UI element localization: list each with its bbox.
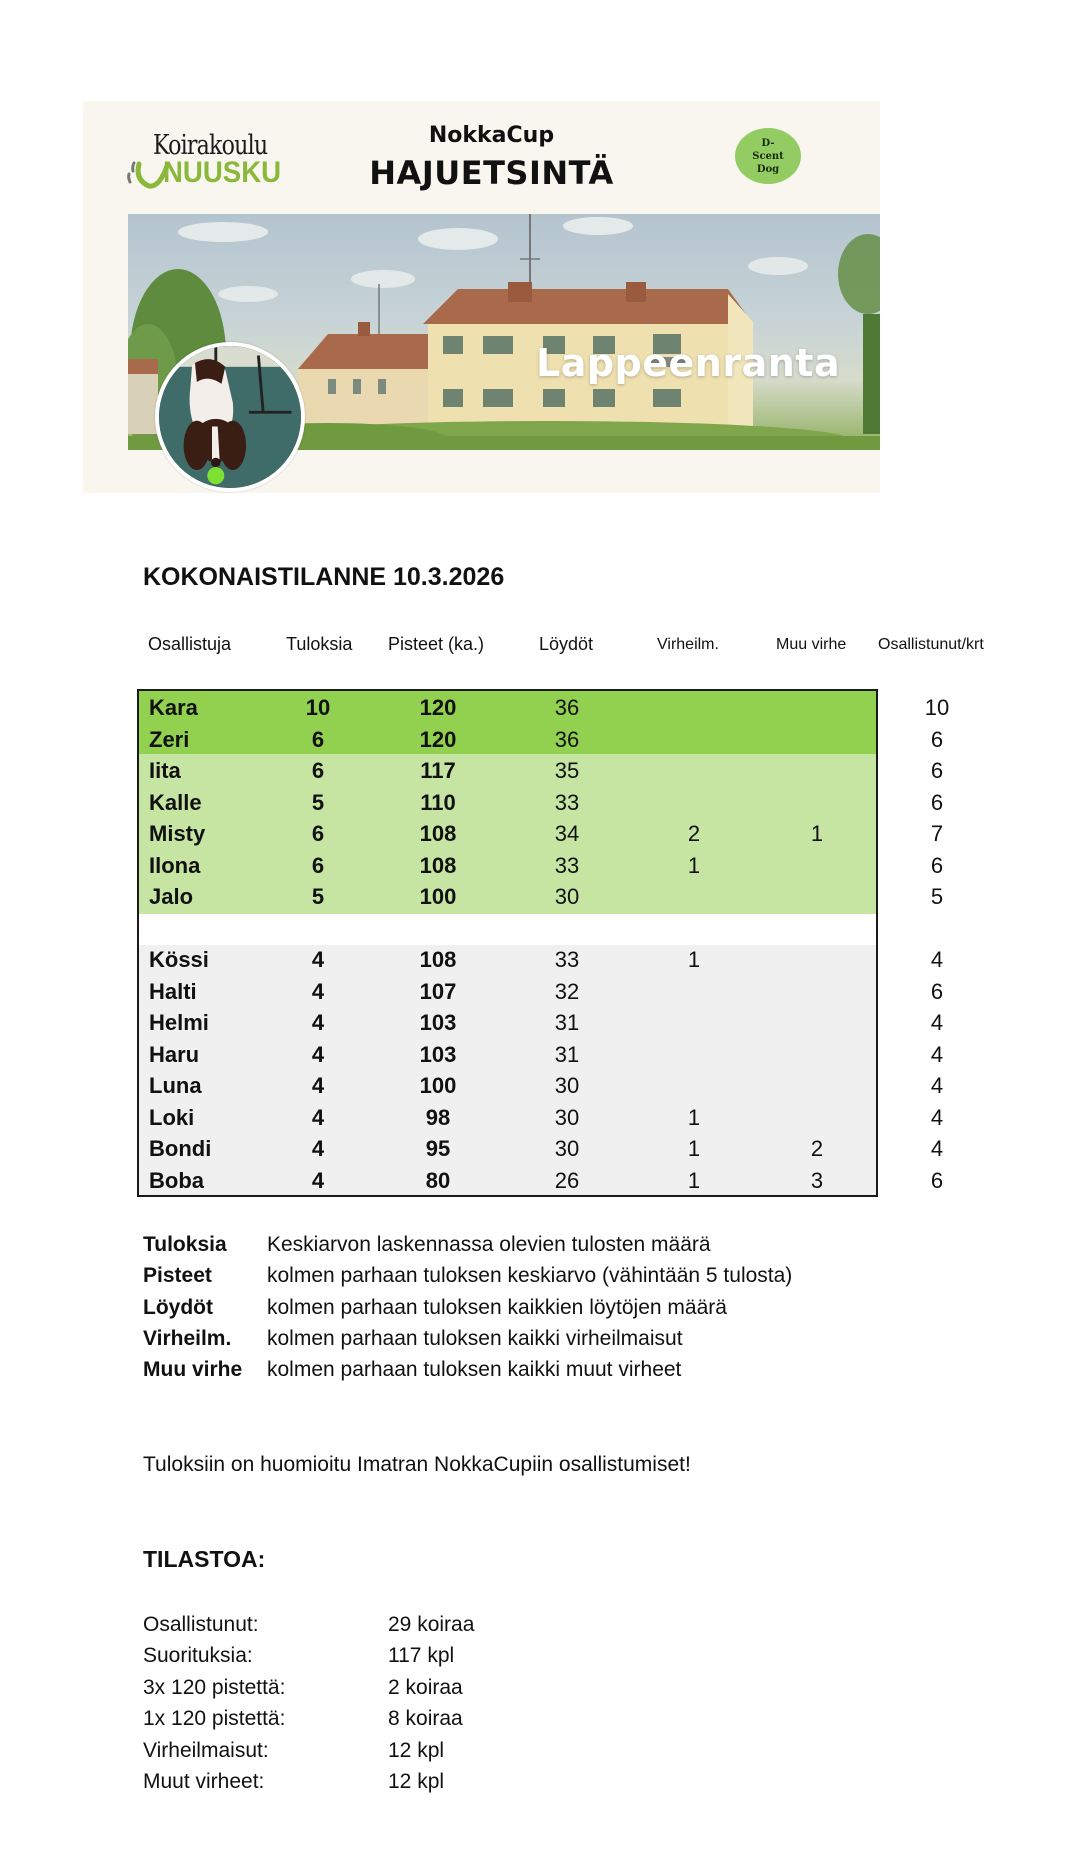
participation-count: 4	[930, 1041, 944, 1067]
table-row	[137, 1165, 1080, 1196]
note-text: Tuloksiin on huomioitu Imatran NokkaCupiin osallistumiset!	[143, 1453, 691, 1476]
results-count: 6	[311, 852, 325, 878]
points-average: 100	[419, 1073, 457, 1098]
column-header-osallistuja: Osallistuja	[148, 634, 232, 654]
event-banner	[83, 101, 880, 493]
results-count: 5	[311, 789, 325, 815]
finds-count: 33	[554, 852, 580, 878]
results-count: 4	[311, 1104, 325, 1130]
false-alerts: 1	[687, 1104, 701, 1130]
participation-count: 4	[930, 1010, 944, 1035]
participation-count: 4	[930, 1104, 944, 1130]
results-count: 4	[311, 1010, 325, 1035]
column-header-virheilm: Virheilm.	[657, 636, 719, 653]
results-count: 4	[311, 1136, 325, 1161]
finds-count: 33	[554, 947, 580, 972]
finds-count: 33	[554, 789, 580, 815]
standings-title: KOKONAISTILANNE 10.3.2026	[143, 563, 505, 591]
statistic-value: 12 kpl	[388, 1770, 445, 1793]
participation-count: 6	[930, 758, 944, 783]
points-average: 103	[419, 1041, 457, 1067]
false-alerts: 2	[687, 821, 701, 846]
points-average: 108	[419, 947, 457, 972]
participant-name: Haru	[149, 1041, 200, 1067]
results-count: 6	[311, 758, 325, 783]
definition-description: Keskiarvon laskennassa olevien tulosten määrä	[267, 1233, 711, 1256]
statistic-item	[143, 1609, 643, 1640]
table-row	[137, 1039, 1080, 1070]
column-header-loydot: Löydöt	[539, 634, 594, 654]
logo-text-bottom: NUUSKU	[163, 156, 282, 189]
table-row	[137, 692, 1080, 723]
participant-name: Misty	[149, 821, 206, 846]
table-row	[137, 1007, 1080, 1038]
badge-line: Dog	[756, 163, 780, 175]
statistic-value: 117 kpl	[388, 1644, 455, 1668]
participation-count: 4	[930, 1136, 944, 1161]
participation-count: 4	[930, 947, 944, 972]
finds-count: 32	[554, 978, 580, 1004]
finds-count: 30	[554, 1104, 580, 1130]
participation-count: 5	[930, 884, 944, 909]
results-count: 4	[311, 947, 325, 972]
table-row	[137, 724, 1080, 755]
statistic-label: 3x 120 pistettä:	[143, 1675, 286, 1699]
badge-line: D-	[761, 137, 775, 149]
statistics-title: TILASTOA:	[143, 1546, 266, 1572]
statistic-value: 2 koiraa	[388, 1675, 463, 1699]
definition-term: Muu virhe	[143, 1358, 243, 1382]
points-average: 103	[419, 1010, 457, 1035]
participation-count: 6	[930, 789, 944, 815]
participant-name: Halti	[149, 978, 197, 1004]
column-header-pisteet: Pisteet (ka.)	[388, 634, 485, 654]
statistic-item	[143, 1703, 643, 1734]
definition-description: kolmen parhaan tuloksen kaikkien löytöjen määrä	[267, 1295, 727, 1319]
table-row	[137, 1070, 1080, 1101]
finds-count: 36	[554, 695, 580, 720]
finds-count: 31	[554, 1010, 580, 1035]
points-average: 108	[419, 852, 457, 878]
false-alerts: 1	[687, 852, 701, 878]
finds-count: 26	[554, 1167, 580, 1193]
points-average: 120	[419, 726, 457, 752]
false-alerts: 1	[687, 1167, 701, 1193]
statistic-value: 12 kpl	[388, 1738, 445, 1762]
other-faults: 2	[810, 1136, 824, 1161]
table-row	[137, 976, 1080, 1007]
city-name: Lappeenranta	[536, 341, 841, 385]
statistic-item	[143, 1735, 643, 1766]
participant-name: Helmi	[149, 1010, 209, 1035]
points-average: 107	[419, 978, 457, 1004]
participant-name: Kössi	[149, 947, 209, 972]
statistic-label: Suorituksia:	[143, 1644, 253, 1668]
table-row	[137, 787, 1080, 818]
definition-term: Pisteet	[143, 1264, 212, 1288]
column-header-osallistunut: Osallistunut/krt	[878, 636, 984, 653]
finds-count: 34	[554, 821, 580, 846]
false-alerts: 1	[687, 947, 701, 972]
participant-name: Jalo	[149, 884, 194, 909]
participant-name: Zeri	[149, 726, 190, 752]
false-alerts: 1	[687, 1136, 701, 1161]
finds-count: 36	[554, 726, 580, 752]
other-faults: 1	[810, 821, 824, 846]
points-average: 98	[425, 1104, 451, 1130]
group-separator	[139, 914, 876, 945]
table-row	[137, 881, 1080, 912]
statistic-item	[143, 1640, 643, 1671]
finds-count: 30	[554, 1073, 580, 1098]
badge-line: Scent	[752, 150, 784, 162]
participant-name: Bondi	[149, 1136, 212, 1161]
points-average: 110	[420, 789, 456, 815]
d-scent-dog-badge	[735, 128, 801, 184]
table-row	[137, 850, 1080, 881]
participant-name: Luna	[149, 1073, 202, 1098]
other-faults: 3	[810, 1167, 824, 1193]
points-average: 108	[419, 821, 457, 846]
results-count: 6	[311, 726, 325, 752]
definition-description: kolmen parhaan tuloksen keskiarvo (vähintään 5 tulosta)	[267, 1264, 793, 1288]
points-average: 100	[419, 884, 457, 909]
event-subtitle: NokkaCup	[428, 123, 555, 148]
table-row	[137, 755, 1080, 786]
results-count: 4	[311, 1167, 325, 1193]
results-count: 4	[311, 1041, 325, 1067]
participant-name: Ilona	[149, 852, 201, 878]
points-average: 80	[425, 1167, 451, 1193]
results-count: 10	[305, 695, 331, 720]
participant-name: Iita	[149, 758, 181, 783]
table-row	[137, 1102, 1080, 1133]
participation-count: 6	[930, 978, 944, 1004]
participant-name: Loki	[149, 1104, 195, 1130]
logo-text-top: Koirakoulu	[153, 130, 268, 161]
participation-count: 6	[930, 852, 944, 878]
finds-count: 30	[554, 1136, 580, 1161]
results-count: 4	[311, 1073, 325, 1098]
points-average: 117	[420, 758, 456, 783]
participation-count: 7	[930, 821, 944, 846]
finds-count: 30	[554, 884, 580, 909]
results-count: 5	[311, 884, 325, 909]
statistic-label: Muut virheet:	[143, 1770, 265, 1793]
statistic-item	[143, 1766, 643, 1797]
participation-count: 4	[930, 1073, 944, 1098]
participant-name: Kalle	[149, 789, 202, 815]
points-average: 120	[419, 695, 457, 720]
statistic-label: Virheilmaisut:	[143, 1738, 269, 1762]
table-row	[137, 818, 1080, 849]
participation-count: 6	[930, 726, 944, 752]
participation-count: 6	[930, 1167, 944, 1193]
statistic-value: 29 koiraa	[388, 1613, 475, 1636]
table-row	[137, 1133, 1080, 1164]
results-count: 6	[311, 821, 325, 846]
definition-description: kolmen parhaan tuloksen kaikki muut virheet	[267, 1358, 682, 1382]
participant-name: Boba	[149, 1167, 204, 1193]
definition-term: Löydöt	[143, 1295, 213, 1319]
statistic-value: 8 koiraa	[388, 1707, 463, 1731]
finds-count: 31	[554, 1041, 580, 1067]
participation-count: 10	[924, 695, 950, 720]
statistic-label: 1x 120 pistettä:	[143, 1707, 286, 1731]
statistic-label: Osallistunut:	[143, 1613, 259, 1636]
column-header-muu-virhe: Muu virhe	[776, 636, 847, 653]
finds-count: 35	[554, 758, 580, 783]
results-count: 4	[311, 978, 325, 1004]
participant-name: Kara	[149, 695, 198, 720]
definition-term: Virheilm.	[143, 1326, 232, 1350]
definition-description: kolmen parhaan tuloksen kaikki virheilmaisut	[267, 1326, 683, 1350]
definition-term: Tuloksia	[143, 1233, 227, 1256]
dog-illustration	[159, 346, 301, 488]
table-row	[137, 944, 1080, 975]
statistic-item	[143, 1672, 643, 1703]
dog-photo	[155, 342, 305, 492]
column-header-tuloksia: Tuloksia	[286, 634, 353, 654]
event-title: HAJUETSINTÄ	[369, 154, 614, 192]
points-average: 95	[425, 1136, 451, 1161]
